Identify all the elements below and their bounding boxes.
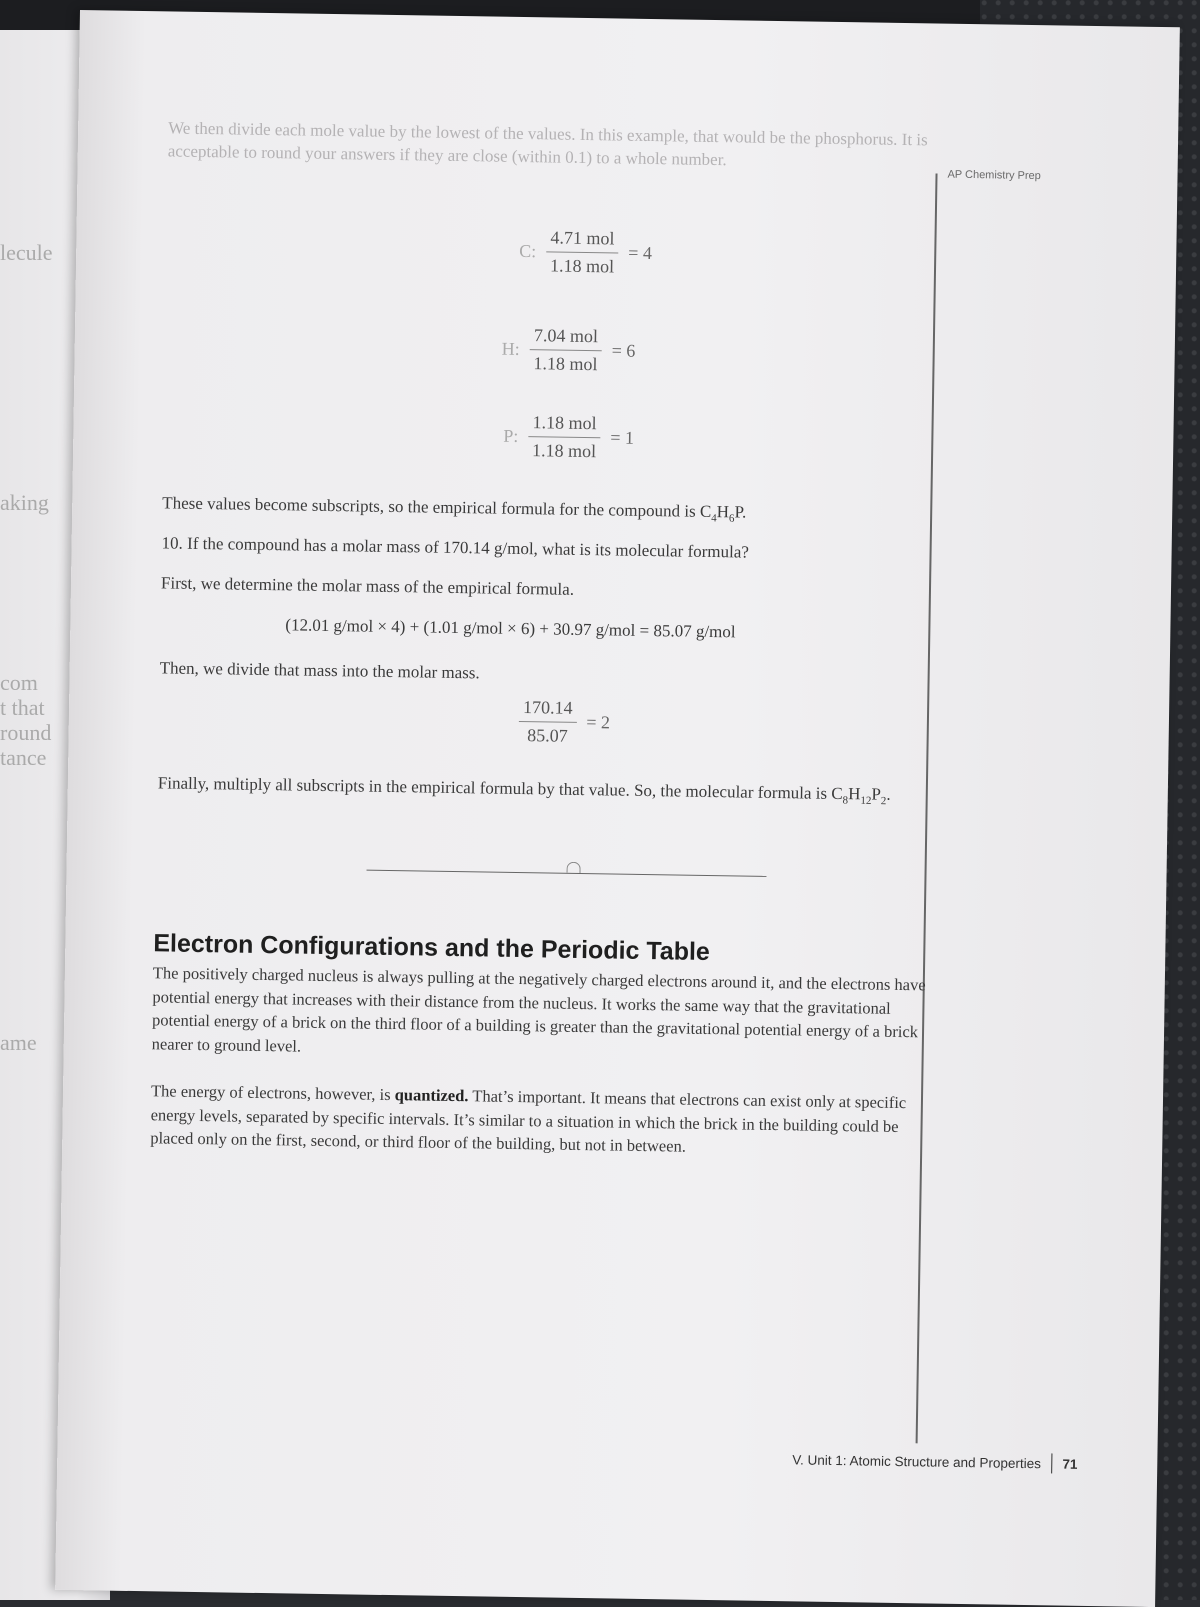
- fraction-denominator: 1.18 mol: [531, 440, 597, 462]
- fraction: [518, 697, 576, 747]
- fraction: [546, 227, 619, 277]
- fraction: [529, 325, 602, 375]
- footer-separator: [1051, 1453, 1053, 1473]
- ratio-carbon: [516, 227, 652, 278]
- book-page: [55, 10, 1180, 1607]
- left-page-fragment: lecule: [0, 240, 53, 265]
- section-paragraph-1: The positively charged nucleus is always pulling at the negatively charged electrons around it, and the electrons have potential energy that increases with their distance from the nucleus. It works the same way that the gravitational potential energy of a brick on the third floor of a building is greater than the gravitational potential energy of a brick nearer to ground level.: [151, 963, 926, 1056]
- page-footer: [792, 1449, 1077, 1473]
- first-step: First, we determine the molar mass of the empirical formula.: [160, 573, 575, 599]
- divider-mark: [567, 862, 581, 873]
- section-paragraph-2: [150, 1079, 926, 1162]
- left-page-fragment: round: [0, 720, 52, 745]
- left-page-fragment: aking: [0, 490, 49, 515]
- left-page-fragment: t that: [0, 695, 45, 720]
- left-page-fragment: com: [0, 670, 38, 695]
- finally-text: Finally, multiply all subscripts in the empirical formula by that value. So, the molecular formula is C: [157, 773, 843, 804]
- para2-bold: quantized.: [394, 1085, 469, 1106]
- ratio-result: = 6: [611, 340, 636, 361]
- ratio-result: = 2: [586, 712, 611, 733]
- left-page-fragment: tance: [0, 745, 47, 770]
- ratio-label: C:: [519, 240, 537, 262]
- ratio-label: P:: [503, 425, 519, 446]
- left-page-fragment: ame: [0, 1030, 37, 1055]
- paragraph-divide: We then divide each mole value by the lowest of the values. In this example, that would be the phosphorus. It is acceptable to round your answers if they are close (within 0.1) to a whole number.: [167, 118, 928, 170]
- ratio-phosphorus: [498, 412, 634, 463]
- paragraph-subscripts: These values become subscripts, so the empirical formula for the compound is $C_4H_6P$.: [162, 493, 747, 525]
- footer-text: V. Unit 1: Atomic Structure and Properties: [792, 1451, 1042, 1471]
- section-heading: Electron Configurations and the Periodic Table: [153, 929, 711, 967]
- ratio-hydrogen: [499, 325, 635, 376]
- question-10: 10. If the compound has a molar mass of 170.14 g/mol, what is its molecular formula?: [161, 533, 750, 562]
- fraction-denominator: 1.18 mol: [549, 255, 615, 277]
- ratio-result: = 4: [628, 242, 653, 264]
- ratio-result: = 1: [610, 427, 635, 448]
- finally-step: Finally, multiply all subscripts in the empirical formula by that value. So, the molecular formula is $C_8H_{12}P_2$.: [157, 773, 891, 808]
- fraction-denominator: 85.07: [527, 725, 568, 746]
- subscripts-text: These values become subscripts, so the empirical formula for the compound is C: [162, 493, 712, 521]
- fraction: [528, 412, 601, 462]
- page-number: 71: [1062, 1456, 1078, 1472]
- fraction-denominator: 1.18 mol: [533, 353, 598, 375]
- ratio-label: H:: [501, 338, 520, 359]
- fraction-numerator: 7.04 mol: [530, 325, 602, 351]
- para2-end: That’s important. It means that electrons can exist only at specific energy levels, separated by specific intervals. It’s similar to a situation in which the brick in the building could be placed only on the first, second, or third floor of the building, but not in between.: [150, 1086, 907, 1156]
- molar-mass-calculation: (12.01 g/mol × 4) + (1.01 g/mol × 6) + 30.97 g/mol = 85.07 g/mol: [285, 615, 736, 642]
- final-ratio: [518, 697, 610, 747]
- fraction-numerator: 1.18 mol: [528, 412, 600, 438]
- fraction-numerator: 4.71 mol: [546, 227, 618, 253]
- para2-start: The energy of electrons, however, is: [150, 1081, 395, 1105]
- then-step: Then, we divide that mass into the molar mass.: [159, 658, 480, 683]
- running-head: AP Chemistry Prep: [947, 168, 1041, 183]
- fraction-numerator: 170.14: [519, 697, 577, 723]
